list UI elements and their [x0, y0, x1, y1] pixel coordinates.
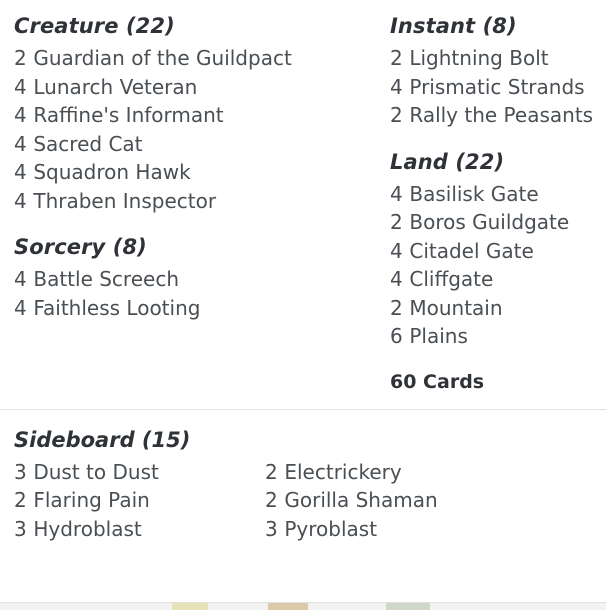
bottom-bar-segment — [172, 603, 208, 610]
maindeck-left-column — [0, 14, 390, 393]
maindeck-right-column — [390, 14, 606, 393]
card-name[interactable]: Cliffgate — [409, 267, 494, 291]
list-item[interactable] — [14, 515, 265, 544]
card-name[interactable]: Guardian of the Guildpact — [33, 46, 292, 70]
card-name[interactable]: Electrickery — [284, 459, 402, 484]
card-quantity: 4 — [14, 295, 27, 320]
card-quantity: 3 — [265, 516, 278, 541]
card-group-creature — [14, 14, 390, 215]
card-group-land — [390, 150, 606, 351]
card-name[interactable]: Rally the Peasants — [409, 103, 594, 127]
list-item[interactable] — [14, 458, 265, 487]
list-item[interactable] — [390, 180, 606, 209]
card-quantity: 4 — [14, 188, 27, 213]
bottom-bar-segment — [430, 603, 606, 610]
list-item[interactable] — [265, 458, 516, 487]
sideboard-left-column — [14, 458, 265, 544]
card-quantity: 4 — [14, 74, 27, 99]
group-title-creature: Creature (22) — [14, 14, 175, 38]
card-quantity: 4 — [390, 267, 403, 291]
card-quantity: 2 — [390, 103, 403, 127]
list-item[interactable] — [14, 158, 390, 187]
card-name[interactable]: Plains — [409, 324, 468, 348]
card-name[interactable]: Thraben Inspector — [33, 188, 217, 213]
card-name[interactable]: Hydroblast — [33, 516, 142, 541]
list-item[interactable] — [14, 130, 390, 159]
list-item[interactable] — [390, 322, 606, 351]
card-quantity: 2 — [265, 488, 278, 512]
card-name[interactable]: Battle Screech — [33, 267, 179, 291]
card-quantity: 4 — [14, 160, 27, 184]
card-group-sorcery — [14, 235, 390, 322]
card-name[interactable]: Lunarch Veteran — [33, 74, 198, 99]
deck-total-count: 60 Cards — [390, 370, 485, 393]
list-item[interactable] — [390, 44, 606, 73]
card-quantity: 4 — [390, 181, 403, 206]
list-item[interactable] — [390, 208, 606, 237]
card-name[interactable]: Squadron Hawk — [33, 160, 191, 184]
card-quantity: 2 — [390, 295, 403, 320]
bottom-bar-segment — [268, 603, 308, 610]
card-name[interactable]: Flaring Pain — [33, 488, 150, 512]
sideboard-right-column — [265, 458, 516, 544]
card-name[interactable]: Dust to Dust — [33, 459, 159, 484]
card-quantity: 4 — [14, 131, 27, 156]
list-item[interactable] — [390, 237, 606, 266]
list-item[interactable] — [390, 101, 606, 130]
card-quantity: 2 — [390, 210, 403, 234]
list-item[interactable] — [390, 73, 606, 102]
list-item[interactable] — [390, 265, 606, 294]
list-item[interactable] — [14, 265, 390, 294]
card-quantity: 2 — [390, 46, 403, 70]
card-quantity: 2 — [265, 459, 278, 484]
group-title-land: Land (22) — [390, 149, 505, 174]
card-quantity: 3 — [14, 516, 27, 541]
list-item[interactable] — [14, 294, 390, 323]
card-name[interactable]: Boros Guildgate — [409, 210, 570, 234]
bottom-bar-segment — [208, 603, 268, 610]
bottom-bar-segment — [308, 603, 386, 610]
card-quantity: 4 — [390, 238, 403, 263]
card-name[interactable]: Prismatic Strands — [409, 74, 585, 99]
card-name[interactable]: Faithless Looting — [33, 295, 201, 320]
card-name[interactable]: Basilisk Gate — [409, 181, 539, 206]
card-group-instant — [390, 14, 606, 130]
group-title-sorcery: Sorcery (8) — [14, 235, 147, 259]
card-quantity: 4 — [14, 103, 27, 127]
bottom-color-bar — [0, 602, 606, 610]
sideboard-section — [0, 410, 606, 544]
list-item[interactable] — [14, 44, 390, 73]
card-name[interactable]: Raffine's Informant — [33, 103, 224, 127]
group-title-instant: Instant (8) — [390, 14, 517, 38]
card-quantity: 2 — [14, 46, 27, 70]
card-quantity: 6 — [390, 324, 403, 348]
list-item[interactable] — [265, 515, 516, 544]
card-name[interactable]: Gorilla Shaman — [284, 488, 438, 512]
card-name[interactable]: Pyroblast — [284, 516, 378, 541]
card-name[interactable]: Mountain — [409, 295, 503, 320]
card-quantity: 4 — [14, 267, 27, 291]
list-item[interactable] — [265, 486, 516, 515]
card-name[interactable]: Lightning Bolt — [409, 46, 549, 70]
list-item[interactable] — [14, 101, 390, 130]
card-name[interactable]: Sacred Cat — [33, 131, 143, 156]
bottom-bar-segment — [0, 603, 172, 610]
list-item[interactable] — [14, 73, 390, 102]
card-name[interactable]: Citadel Gate — [409, 238, 534, 263]
card-quantity: 4 — [390, 74, 403, 99]
card-quantity: 2 — [14, 488, 27, 512]
list-item[interactable] — [390, 294, 606, 323]
card-quantity: 3 — [14, 459, 27, 484]
list-item[interactable] — [14, 486, 265, 515]
bottom-bar-segment — [386, 603, 430, 610]
list-item[interactable] — [14, 187, 390, 216]
sideboard-title: Sideboard (15) — [14, 427, 191, 452]
